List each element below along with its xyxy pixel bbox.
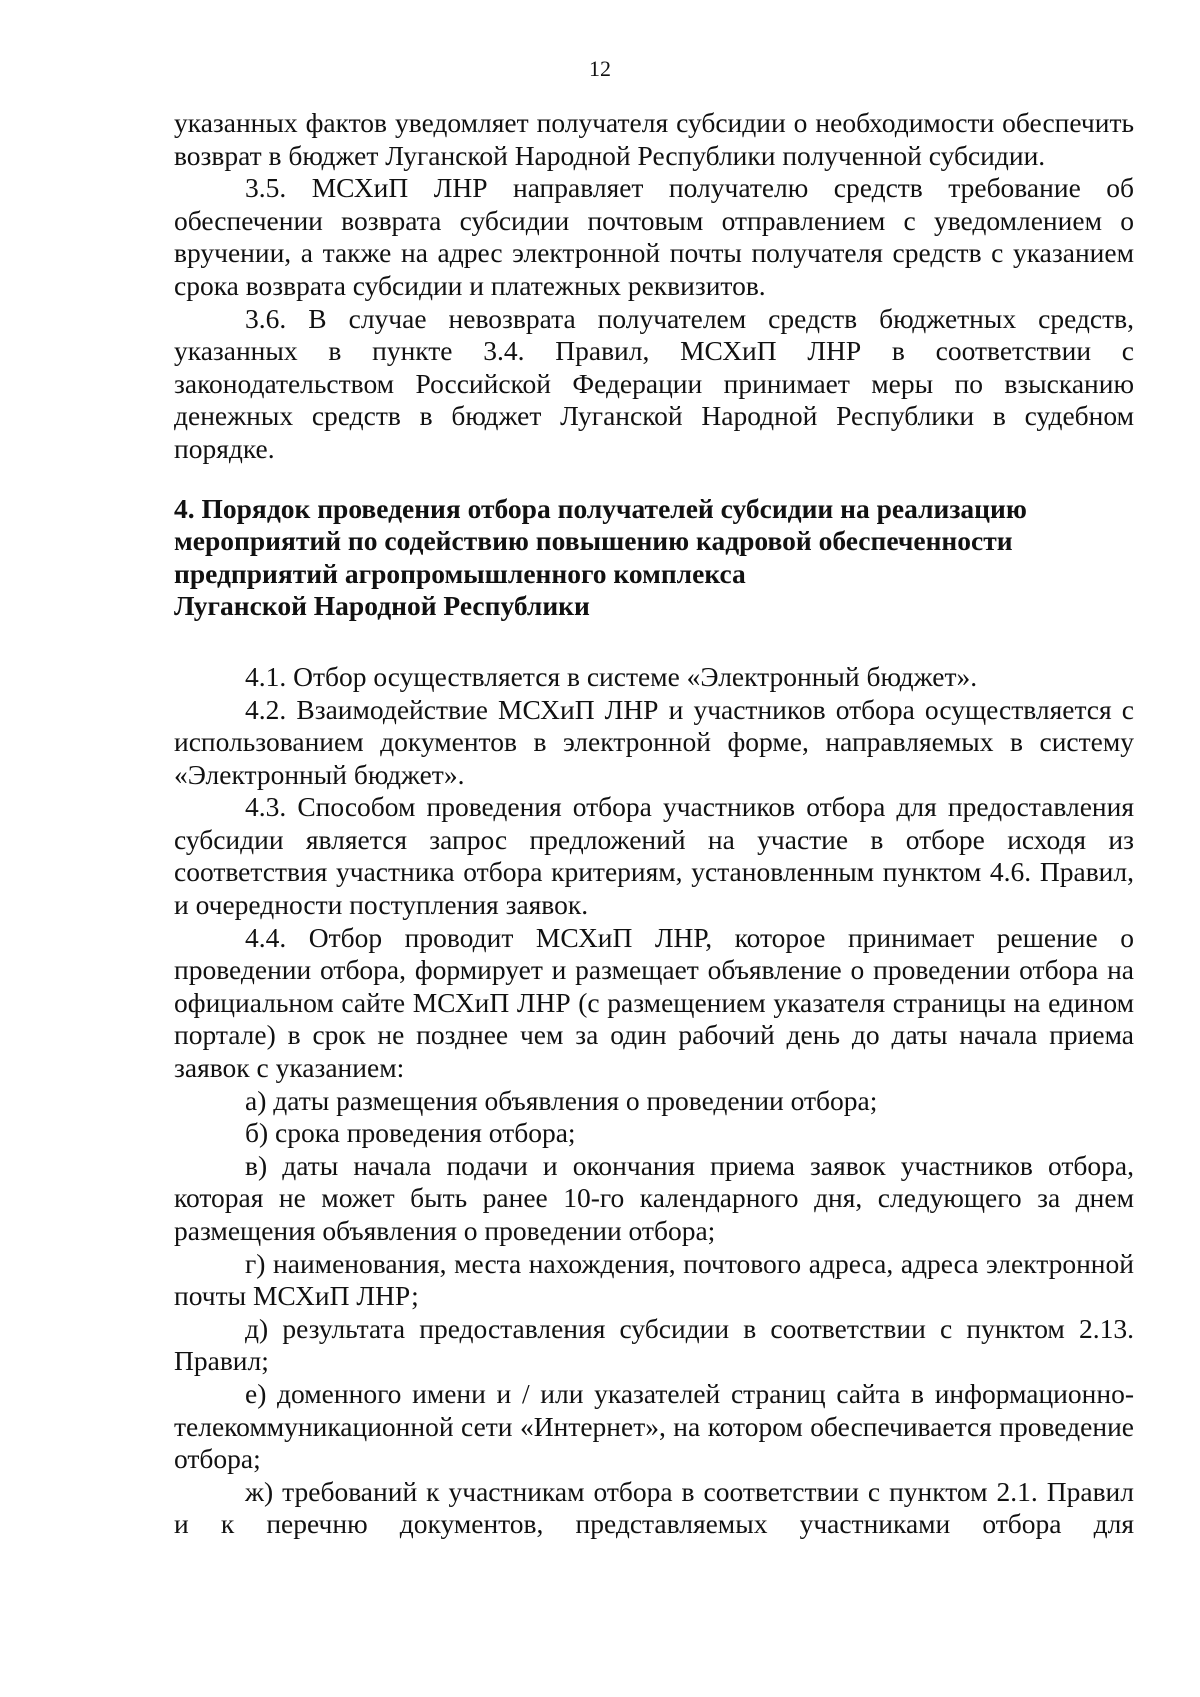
list-item-a: а) даты размещения объявления о проведении отбора; — [245, 1084, 878, 1116]
section-heading-line: 4. Порядок проведения отбора получателей субсидии на реализацию — [174, 492, 1027, 524]
paragraph-4-4: 4.4. Отбор проводит МСХиП ЛНР, которое принимает решение о проведении отбора, формирует и размещает объявление о проведении отбора на официальном сайте МСХиП ЛНР (с размещением указателя страницы на едином портале) в срок не позднее чем за один рабочий день до даты начала приема заявок с указанием: — [174, 921, 1134, 1084]
page-number: 12 — [589, 56, 611, 81]
paragraph-continuation: указанных фактов уведомляет получателя субсидии о необходимости обеспечить возврат в бюджет Луганской Народной Республики полученной субсидии. — [174, 107, 1134, 171]
list-item-b: б) срока проведения отбора; — [245, 1117, 576, 1149]
section-heading-line: мероприятий по содействию повышению кадровой обеспеченности — [174, 525, 1013, 557]
section-heading-line: Луганской Народной Республики — [174, 590, 590, 622]
paragraph-4-3: 4.3. Способом проведения отбора участников отбора для предоставления субсидии является запрос предложений на участие в отборе исходя из соответствия участника отбора критериям, установленным пунктом 4.6. Правил, и очередности поступления заявок. — [174, 791, 1134, 921]
list-item-v: в) даты начала подачи и окончания приема заявок участников отбора, которая не может быть ранее 10-го календарного дня, следующего за днем размещения объявления о проведении отбора; — [174, 1149, 1134, 1246]
list-item-zh: ж) требований к участникам отбора в соответствии с пунктом 2.1. Правил и к перечню документов, представляемых участниками отбора для — [174, 1475, 1134, 1540]
list-item-d: д) результата предоставления субсидии в соответствии с пунктом 2.13. Правил; — [174, 1312, 1134, 1377]
paragraph-4-2: 4.2. Взаимодействие МСХиП ЛНР и участников отбора осуществляется с использованием документов в электронной форме, направляемых в систему «Электронный бюджет». — [174, 693, 1134, 790]
list-item-e: е) доменного имени и / или указателей страниц сайта в информационно-телекоммуникационной сети «Интернет», на котором обеспечивается проведение отбора; — [174, 1377, 1134, 1475]
paragraph-3-6: 3.6. В случае невозврата получателем средств бюджетных средств, указанных в пункте 3.4. Правил, МСХиП ЛНР в соответствии с законодательством Российской Федерации принимает меры по взысканию денежных средств в бюджет Луганской Народной Республики в судебном порядке. — [174, 302, 1134, 464]
section-heading — [174, 493, 1134, 623]
document-body — [174, 107, 1134, 1541]
paragraph-3-5: 3.5. МСХиП ЛНР направляет получателю средств требование об обеспечении возврата субсидии почтовым отправлением с уведомлением о вручении, а также на адрес электронной почты получателя средств с указанием срока возврата субсидии и платежных реквизитов. — [174, 172, 1134, 301]
paragraph-4-1: 4.1. Отбор осуществляется в системе «Электронный бюджет». — [245, 660, 978, 692]
list-item-g: г) наименования, места нахождения, почтового адреса, адреса электронной почты МСХиП ЛНР; — [174, 1247, 1134, 1312]
section-heading-line: предприятий агропромышленного комплекса — [174, 557, 746, 589]
